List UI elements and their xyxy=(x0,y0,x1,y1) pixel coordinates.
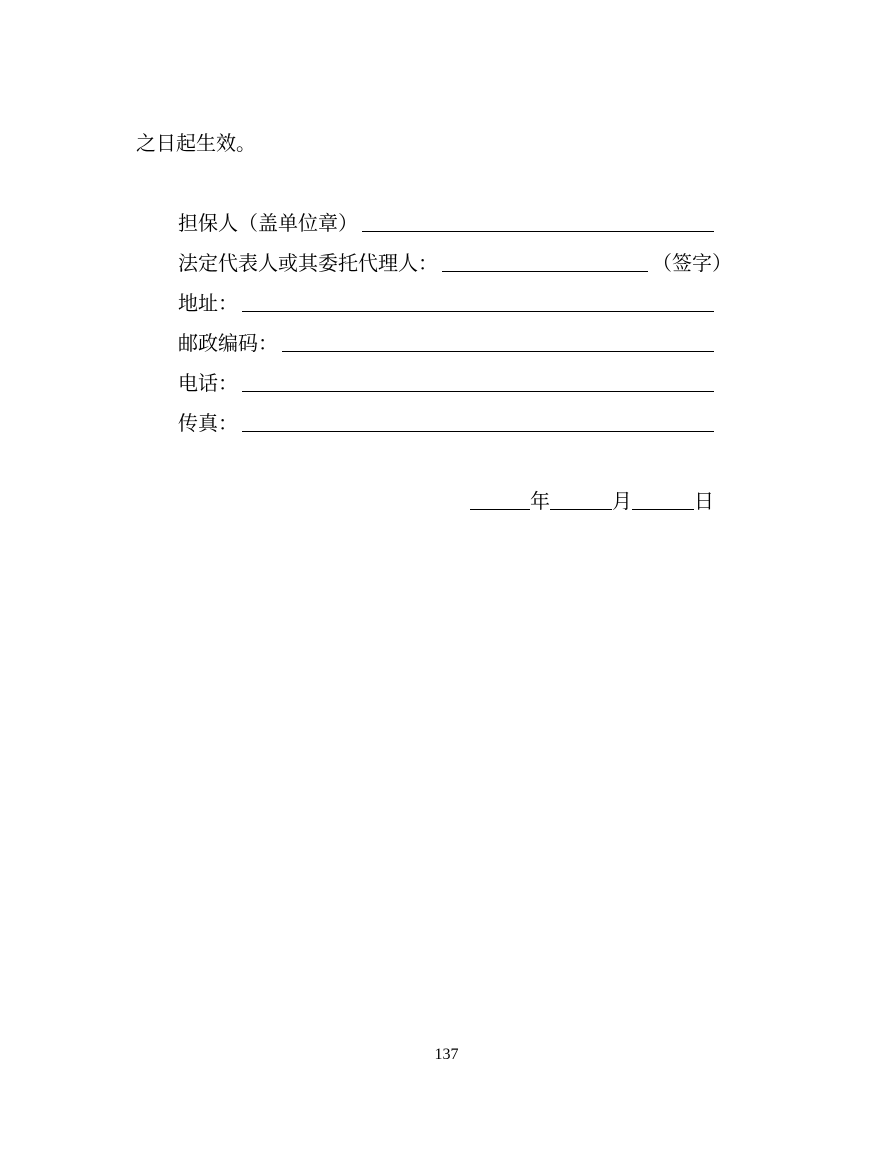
address-field xyxy=(178,289,714,317)
guarantor-field xyxy=(178,209,714,237)
fax-label: 传真： xyxy=(178,411,238,435)
address-blank-line[interactable] xyxy=(242,311,714,312)
phone-label: 电话： xyxy=(178,371,238,395)
phone-blank-line[interactable] xyxy=(242,391,714,392)
representative-blank-line[interactable] xyxy=(442,271,648,272)
guarantor-blank-line[interactable] xyxy=(362,231,714,232)
year-blank-line[interactable] xyxy=(470,509,530,510)
postcode-label: 邮政编码： xyxy=(178,331,278,355)
representative-field xyxy=(178,249,732,277)
month-label: 月 xyxy=(612,489,632,513)
address-label: 地址： xyxy=(178,291,238,315)
guarantor-label: 担保人（盖单位章） xyxy=(178,211,358,235)
representative-signature-note: （签字） xyxy=(652,251,732,275)
year-label: 年 xyxy=(530,489,550,513)
fax-blank-line[interactable] xyxy=(242,431,714,432)
phone-field xyxy=(178,369,714,397)
day-blank-line[interactable] xyxy=(632,509,694,510)
fax-field xyxy=(178,409,714,437)
postcode-field xyxy=(178,329,714,357)
month-blank-line[interactable] xyxy=(550,509,612,510)
representative-label: 法定代表人或其委托代理人： xyxy=(178,251,438,275)
page-number: 137 xyxy=(434,1046,459,1063)
postcode-blank-line[interactable] xyxy=(282,351,714,352)
day-label: 日 xyxy=(694,489,714,513)
date-field xyxy=(470,487,714,515)
intro-text: 之日起生效。 xyxy=(136,131,256,155)
